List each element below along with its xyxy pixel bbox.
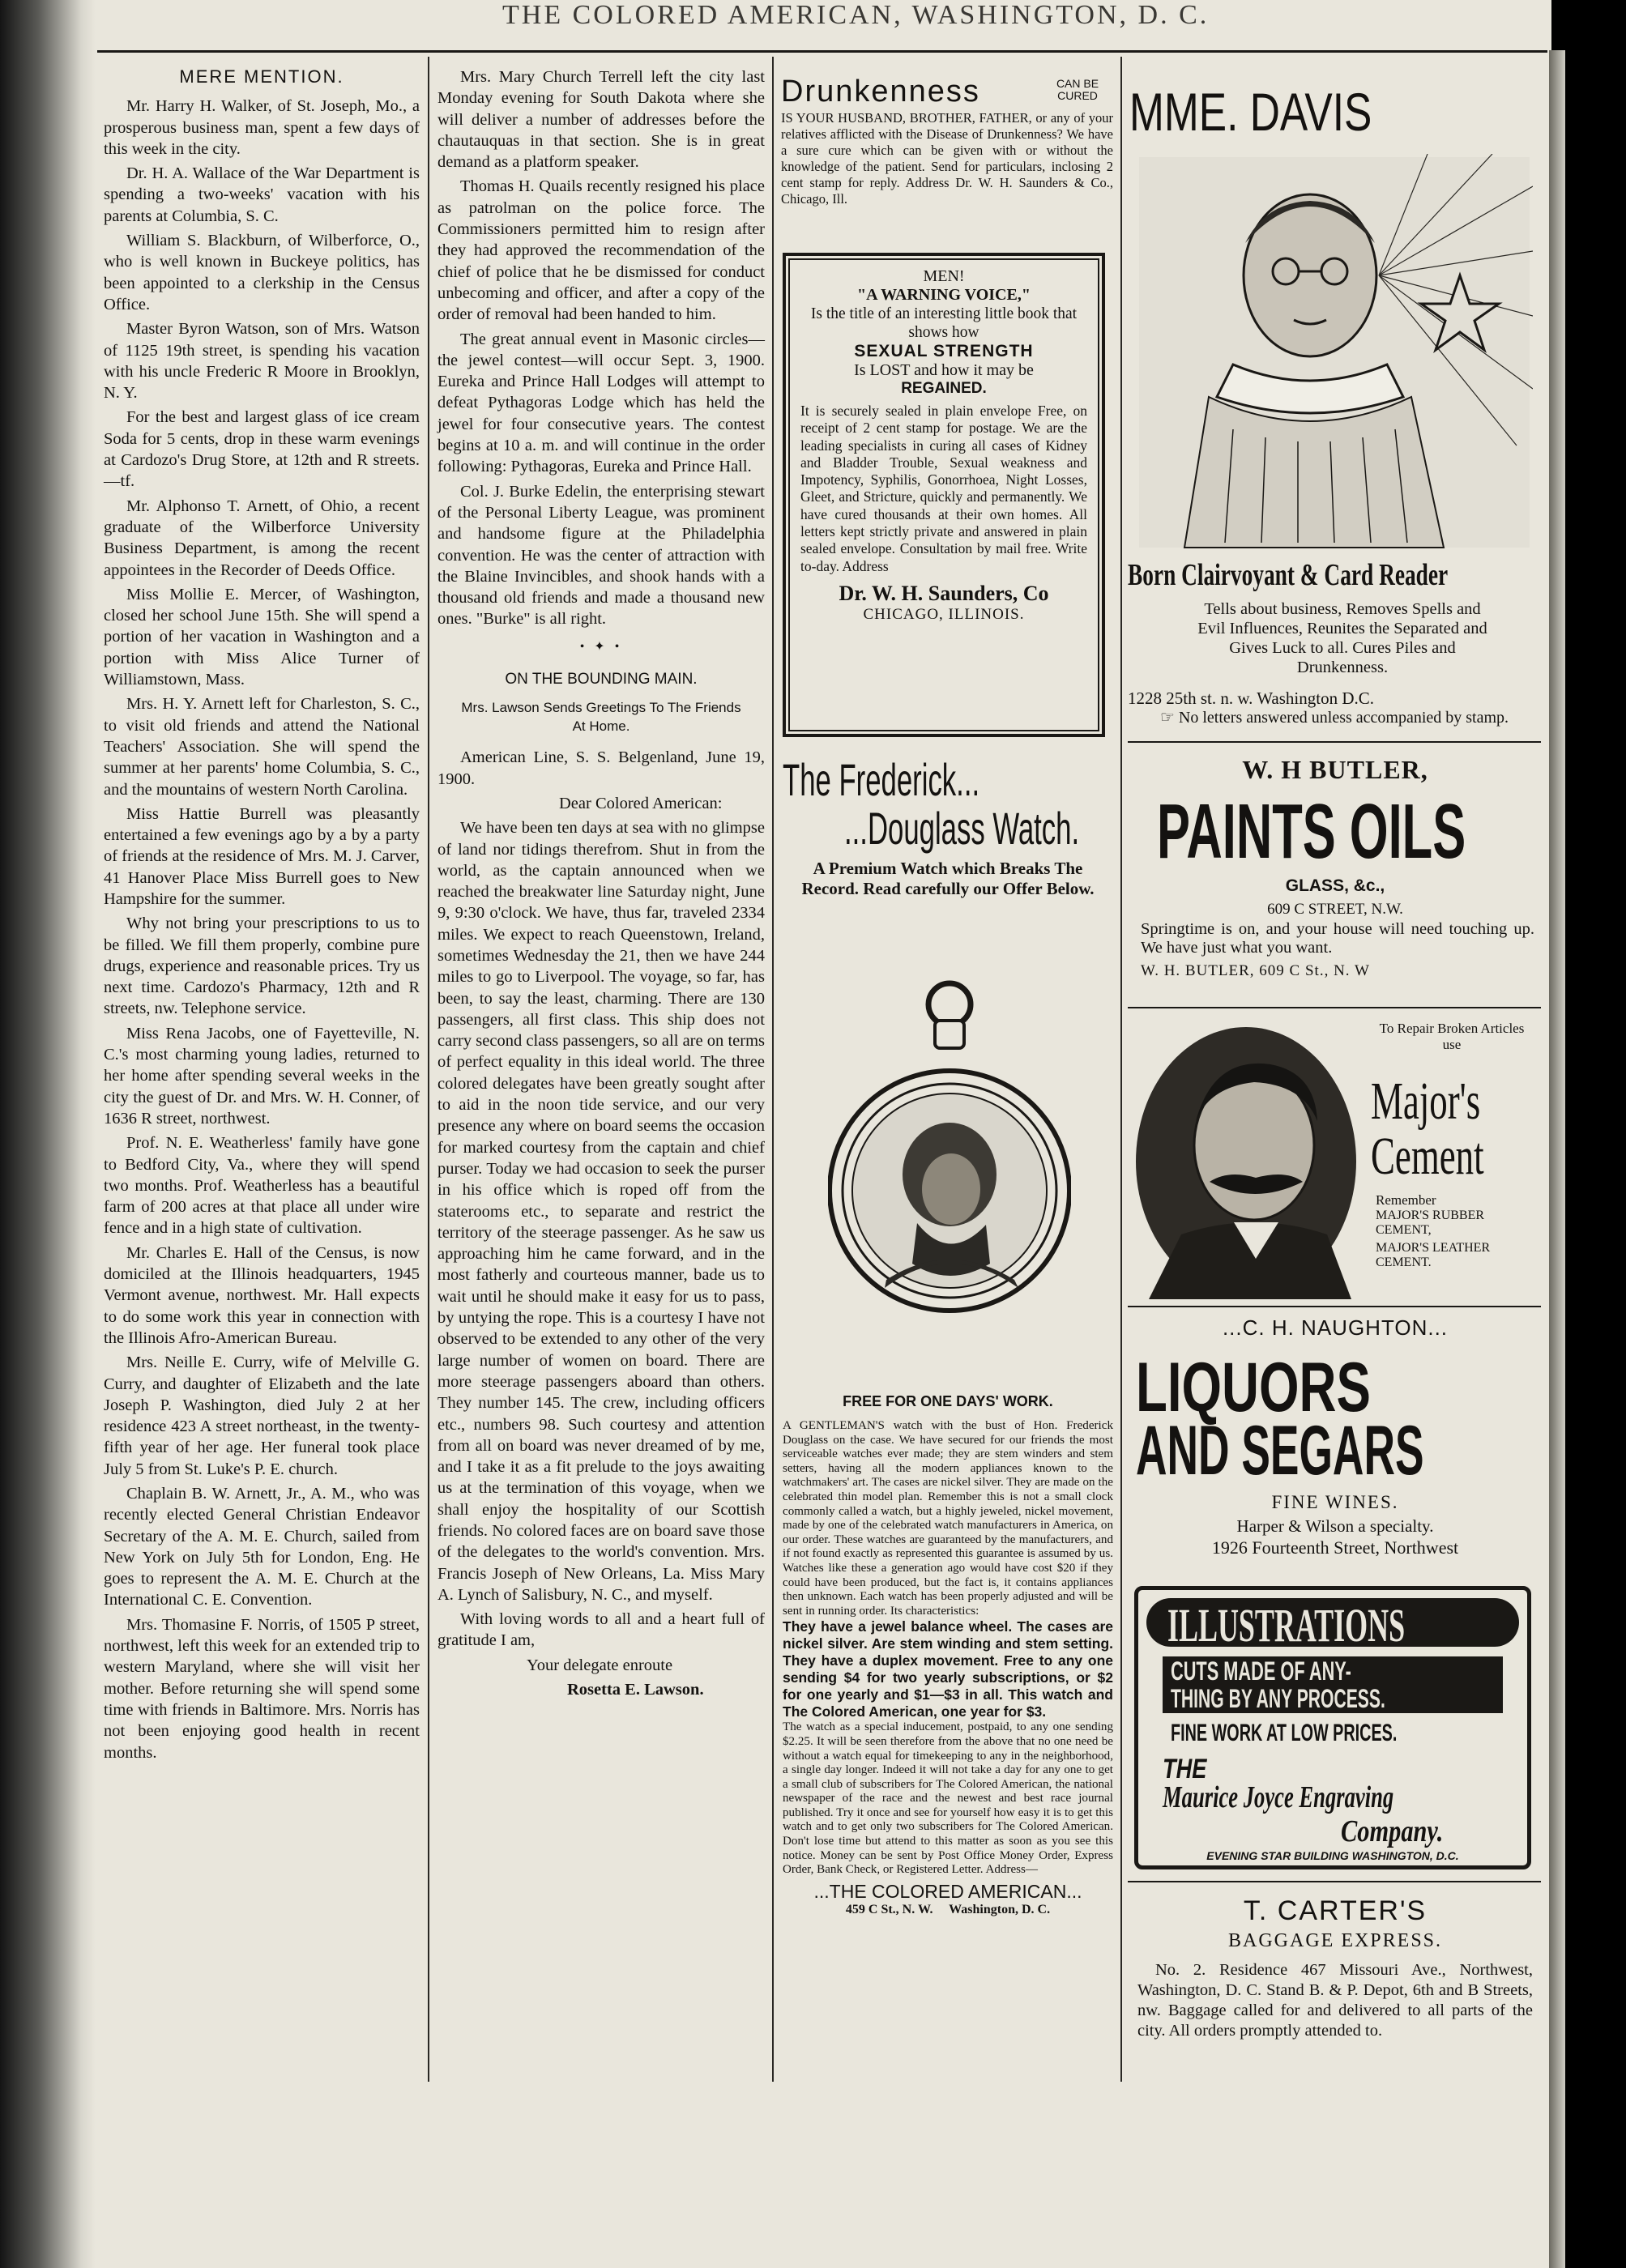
- man-portrait-illustration: [1133, 1024, 1359, 1299]
- carter-baggage-ad: [1128, 1895, 1543, 2090]
- ad-title: W. H BUTLER,: [1242, 755, 1428, 784]
- adjacent-page-edge: [0, 0, 96, 2268]
- ad-footer: W. H. BUTLER, 609 C St., N. W: [1141, 962, 1370, 979]
- butler-paints-ad: [1128, 755, 1543, 998]
- ad-line: SEXUAL STRENGTH: [854, 342, 1034, 360]
- ad-title: Drunkenness: [781, 75, 980, 109]
- naughton-liquors-ad: [1128, 1315, 1543, 1558]
- news-item: Prof. N. E. Weatherless' family have gone to Bedford City, Va., where they will spend two months. Prof. Weatherless has a beautiful farm of 200 acres at that place all under wire fence and in a high state of cultivation.: [104, 1134, 420, 1238]
- news-item: For the best and largest glass of ice cream Soda for 5 cents, drop in these warm evenings at Cardozo's Drug Store, at 12th and R streets. —tf.: [104, 408, 420, 491]
- pocket-watch-illustration: [828, 972, 1071, 1336]
- ad-title: MME. DAVIS: [1129, 82, 1372, 142]
- ad-address-line: 459 C St., N. W. Washington, D. C.: [845, 1902, 1051, 1916]
- news-items: [437, 66, 765, 630]
- warning-voice-ad: [783, 253, 1105, 737]
- ad-body: It is securely sealed in plain envelope Free, on receipt of 2 cent stamp for postage. We are the leading specialists in curing all cases of Kidney and Bladder Trouble, Sexual weakness and Impotency, Syphilis, Gonorrhoea, Night Losses, Gleet, and Stricture, quickly and permanently. We have cured thousands at their own homes. All letters kept strictly private and answered in plain sealed envelope. Consultation by mail free. Write to-day. Address: [800, 403, 1087, 574]
- ad-divider: [1128, 741, 1541, 743]
- ad-title: T. CARTER'S: [1243, 1895, 1428, 1926]
- ad-firm: Company.: [1341, 1814, 1444, 1848]
- ad-text: MAJOR'S LEATHER CEMENT.: [1376, 1241, 1491, 1269]
- ad-line: THING BY ANY PROCESS.: [1171, 1684, 1385, 1713]
- ad-body: The watch as a special inducement, postpaid, to any one sending $2.25. It will be seen therefore from the above that no one need be without a watch equal for timekeeping to any in the neighborhood, a single day longer. Indeed it will not take a day for any one to get a small club of subscribers for The Colored American, the national newspaper of the race and the newest and best race journal published. Try it once and see for yourself how easy it is to get this watch and to get only two subscribers for The Colored American. Don't lose time but attend to this matter as soon as you see this notice. Money can be sent by Post Office Money Order, Express Order, Bank Check, or Registered Letter. Address—: [783, 1720, 1113, 1877]
- ad-heading: MEN!: [923, 267, 965, 285]
- ad-text: MAJOR'S RUBBER CEMENT,: [1376, 1209, 1485, 1237]
- letter-body: We have been ten days at sea with no glimpse of land nor tidings therefrom. Shut in from the world, as the captain announced when we reached the breakwater line Saturday night, June 9, 9:30 o'clock. We have, thus far, traveled 2334 miles. We expect to reach Queenstown, Ireland, sometimes Wednesday the 21, then we have 244 miles to go to Liverpool. The voyage, so far, has been, to say the least, charming. There are 130 passengers, all first class. This ship does not carry second class passengers, so all are on terms of perfect equality in this ideal world. The three colored delegates have been greatly sought after to aid in the noon tide service, and our very presence any where on board seems the occasion for marked courtesy from the captain and chief purser. Today we had occasion to seek the purser in his office which is roped off from the staterooms etc., to separate and restrict the territory of the steerage passenger. As he saw us approaching him he came forward, and in the most fatherly and courteous manner, bade us to wait until he should make it easy for us to pass, by untying the rope. This is a courtesy I have not observed to be extended to any other of the very large number of women on board. There are more steerage passengers aboard than others. They number 145. The crew, including officers etc., numbers 98. Such courtesy and attention from all on board was never dreamed of by me, and I take it as a fit prelude to the joys awaiting us at the termination of this voyage, when we shall enjoy the hospitality of our Scottish friends. No colored faces are on board save those of the delegates to the world's convention. Mrs. Francis Joseph of New Orleans, La. Miss Mary A. Lynch of Salisbury, N. C., and myself.: [437, 819, 765, 1604]
- ad-address: 609 C STREET, N.W.: [1267, 901, 1403, 918]
- ad-firm: Dr. W. H. Saunders, Co: [839, 581, 1049, 605]
- news-item: Mr. Harry H. Walker, of St. Joseph, Mo., a prosperous business man, spent a few days of this week in the city.: [104, 97, 420, 158]
- column-mere-mention: [104, 66, 420, 1767]
- news-item: William S. Blackburn, of Wilberforce, O., who is well known in Buckeye politics, has been appointed to a clerkship in the Census Office.: [104, 232, 420, 313]
- douglass-watch-ad: [779, 753, 1116, 2090]
- letter-heading: ON THE BOUNDING MAIN.: [505, 671, 698, 688]
- letter-salutation: Dear Colored American:: [559, 794, 723, 812]
- ad-address: 1228 25th st. n. w. Washington D.C.: [1128, 688, 1374, 708]
- ad-line: Is the title of an interesting little book that shows how: [810, 305, 1078, 341]
- masthead: THE COLORED AMERICAN, WASHINGTON, D. C.: [502, 0, 1210, 30]
- column-rule-1: [428, 57, 429, 2082]
- ad-banner: ILLUSTRATIONS: [1167, 1599, 1406, 1652]
- ad-firm: Maurice Joyce Engraving: [1163, 1780, 1394, 1814]
- binding-edge: [1549, 50, 1565, 2268]
- news-item: The great annual event in Masonic circles—the jewel contest—will occur Sept. 3, 1900. Eureka and Prince Hall Lodges will attempt to defeat Pythagoras Lodge which has held the jewel for four consecutive years. The contest begins at 10 a. m. and will continue in the order following: Pythagoras, Eureka and Prince Hall.: [437, 330, 765, 476]
- news-item: Thomas H. Quails recently resigned his place as patrolman on the police force. The Commissioners permitted him to resign after they had approved the recommendation of the chief of police that he be dismissed for conduct unbecoming and officer, and after a copy of the order of removal had been handed to him.: [437, 177, 765, 324]
- ad-title: ...C. H. NAUGHTON...: [1222, 1315, 1449, 1340]
- news-item: Miss Hattie Burrell was pleasantly entertained a few evenings ago by a by a party of friends at the residence of Mrs. M. J. Carver, 41 Hanover Place Miss Burrell goes to New Hampshire for the summer.: [104, 804, 420, 908]
- news-item: Miss Rena Jacobs, one of Fayetteville, N. C.'s most charming young ladies, returned to her home after spending several weeks in the city the guest of Dr. and Mrs. W. H. Conner, of 1636 R street, northwest.: [104, 1024, 420, 1128]
- ad-subtitle: BAGGAGE EXPRESS.: [1227, 1930, 1443, 1951]
- letter-closing: With loving words to all and a heart full of gratitude I am,: [437, 1610, 765, 1650]
- news-items: [104, 96, 420, 1763]
- ad-offer: They have a jewel balance wheel. The cases are nickel silver. Are stem winding and stem setting. They have a duplex movement. Free to any one sending $4 for two yearly subscriptions, or $2 for one yearly and $1—$3 in all. This watch and The Colored American, one year for $3.: [783, 1618, 1113, 1720]
- ad-subtitle: A Premium Watch which Breaks The Record. Read carefully our Offer Below.: [801, 859, 1095, 898]
- ad-city: CHICAGO, ILLINOIS.: [863, 605, 1025, 623]
- ad-divider: [1128, 1881, 1541, 1882]
- ad-caption: FREE FOR ONE DAYS' WORK.: [843, 1393, 1053, 1409]
- column-two: [437, 66, 765, 1703]
- ad-divider: [1128, 1306, 1541, 1307]
- ad-line: THE: [1163, 1754, 1207, 1784]
- ad-line: FINE WORK AT LOW PRICES.: [1171, 1720, 1398, 1746]
- ad-title: The Frederick...: [783, 754, 980, 805]
- news-item: Mr. Alphonso T. Arnett, of Ohio, a recent graduate of the Wilberforce University Business Department, is among the recent appointees in the Recorder of Deeds Office.: [104, 497, 420, 579]
- ad-address: ...THE COLORED AMERICAN...: [813, 1880, 1082, 1902]
- ad-tagline: To Repair Broken Articles use: [1379, 1021, 1525, 1052]
- ad-body: Tells about business, Removes Spells and Evil Influences, Reunites the Separated and Gives Luck to all. Cures Piles and Drunkenness.: [1197, 600, 1487, 676]
- ad-line: "A WARNING VOICE,": [857, 286, 1031, 304]
- majors-cement-ad: [1128, 1017, 1543, 1301]
- news-item: Mrs. Mary Church Terrell left the city last Monday evening for South Dakota where she will deliver a number of addresses before the chautauquas in that section. She is in great demand as a platform speaker.: [437, 68, 765, 172]
- news-item: Dr. H. A. Wallace of the War Department is spending a two-weeks' vacation with his parents at Columbia, S. C.: [104, 164, 420, 225]
- ad-line: Is LOST and how it may be: [854, 361, 1034, 379]
- mme-davis-ad: [1128, 81, 1543, 729]
- letter-signoff: Your delegate enroute: [527, 1656, 673, 1674]
- ad-headline: LIQUORS: [1136, 1349, 1371, 1426]
- illustrations-engraving-ad: [1134, 1586, 1531, 1869]
- ad-body: A GENTLEMAN'S watch with the bust of Hon. Frederick Douglass on the case. We have secured for our friends the most serviceable watches ever made; they are stem winders and stem setters, having all the modern appliances known to the watchmakers' art. The cases are nickel silver. They are made on the celebrated thin model plan. Remember this is not a small clock commonly called a watch, but a highly jeweled, nickel movement, made by one of the celebrated watch manufacturers in America, on our order. These watches are guaranteed by the manufacturers, and if not found exactly as represented this guarantee is assumed by us. Watches like these a generation ago would have cost $20 if they could have been produced, but the fact is, it contains appliances then unknown. Each watch has been properly adjusted and will be sent in running order. Its characteristics:: [783, 1419, 1113, 1618]
- news-item: Mrs. Thomasine F. Norris, of 1505 P street, northwest, left this week for an extended trip to western Maryland, where she will visit her mother. Before returning she will spend some time with friends in Baltimore. Mrs. Norris has not been enjoying good health in recent months.: [104, 1615, 420, 1762]
- news-item: Mr. Charles E. Hall of the Census, is now domiciled at the Illinois headquarters, 1945 Vermont avenue, northwest. Mr. Hall expects to do some work this year in connection with the Illinois Afro-American Bureau.: [104, 1243, 420, 1347]
- ad-divider: [1128, 1007, 1541, 1008]
- news-item: Mrs. Neille E. Curry, wife of Melville G. Curry, and daughter of Elizabeth and the late Joseph P. Washington, died July 2 at her residence 423 A street northeast, in the twenty-fifth year of her age. Her funeral took place July 5 from St. Luke's P. E. church.: [104, 1354, 420, 1478]
- ad-title: Major's: [1371, 1072, 1481, 1131]
- news-item: Why not bring your prescriptions to us to be filled. We fill them properly, combine pure drugs, experience and reasonable prices. Try us next time. Cardozo's Pharmacy, 12th and R streets, nw. Telephone service.: [104, 914, 420, 1018]
- ad-text: Harper & Wilson a specialty.: [1236, 1516, 1434, 1536]
- header-rule: [97, 50, 1547, 53]
- column-rule-3: [1120, 57, 1122, 2082]
- ad-subtitle: FINE WINES.: [1271, 1492, 1399, 1512]
- news-item: Chaplain B. W. Arnett, Jr., A. M., who was recently elected General Christian Endeavor Secretary of the A. M. E. Church, sailed from New York on July 5th for London, Eng. He goes to represent the A. M. E. Church at the International C. E. Convention.: [104, 1485, 420, 1609]
- ad-headline: AND SEGARS: [1136, 1412, 1424, 1490]
- ad-subtitle: Born Clairvoyant & Card Reader: [1128, 558, 1449, 592]
- news-item: Col. J. Burke Edelin, the enterprising stewart of the Personal Liberty League, was prominent and handsome figure at the Philadelphia convention. He was the center of attraction with the Blaine Invincibles, and shook hands with a thousand old friends and made a thousand new ones. "Burke" is all right.: [437, 482, 765, 629]
- column-rule-2: [772, 57, 774, 2082]
- ad-body: IS YOUR HUSBAND, BROTHER, FATHER, or any of your relatives afflicted with the Disease of Drunkenness? We have a sure cure which can be given with or without the knowledge of the patient. Send for particulars, inclosing 2 cent stamp for reply. Address Dr. W. H. Saunders & Co., Chicago, Ill.: [781, 110, 1113, 207]
- ad-note: ☞ No letters answered unless accompanied by stamp.: [1160, 709, 1509, 727]
- ad-text: Remember: [1376, 1192, 1436, 1208]
- ad-footer: EVENING STAR BUILDING WASHINGTON, D.C.: [1206, 1849, 1459, 1862]
- letter-dateline: American Line, S. S. Belgenland, June 19, 1900.: [437, 748, 765, 788]
- letter-signature: Rosetta E. Lawson.: [567, 1681, 704, 1699]
- ad-line: CUTS MADE OF ANY-: [1171, 1656, 1351, 1686]
- drunkenness-ad: [781, 75, 1113, 237]
- ad-body: Springtime is on, and your house will need touching up. We have just what you want.: [1141, 920, 1534, 957]
- ad-subtitle: GLASS, &c.,: [1285, 876, 1385, 895]
- portrait-illustration: [1136, 154, 1533, 551]
- section-heading: MERE MENTION.: [179, 66, 344, 87]
- ad-headline: PAINTS OILS: [1157, 788, 1466, 875]
- ornament-divider: • ✦ •: [579, 639, 623, 654]
- news-item: Miss Mollie E. Mercer, of Washington, closed her school June 15th. She will spend a portion of her vacation in Washington and a portion with Miss Alice Turner of Williamstown, Mass.: [104, 585, 420, 689]
- ad-title: Cement: [1371, 1127, 1484, 1186]
- ad-body: No. 2. Residence 467 Missouri Ave., Northwest, Washington, D. C. Stand B. & P. Depot, 6th and B Streets, nw. Baggage called for and delivered to all parts of the city. All orders promptly attended to.: [1137, 1961, 1533, 2040]
- ad-title: ...Douglass Watch.: [844, 803, 1080, 854]
- ad-address: 1926 Fourteenth Street, Northwest: [1211, 1537, 1459, 1558]
- news-item: Master Byron Watson, son of Mrs. Watson of 1125 19th street, is spending his vacation with his uncle Frederic R Moore in Brooklyn, N. Y.: [104, 320, 420, 403]
- news-item: Mrs. H. Y. Arnett left for Charleston, S. C., to visit old friends and attend the National Teachers' Association. She will spend the summer at her parents' home Columbia, S. C., and the mountains of western North Carolina.: [104, 695, 420, 799]
- ad-line: REGAINED.: [901, 380, 987, 397]
- ad-tag: CAN BE CURED: [1056, 77, 1099, 102]
- letter-subheading: Mrs. Lawson Sends Greetings To The Friends At Home.: [461, 700, 741, 735]
